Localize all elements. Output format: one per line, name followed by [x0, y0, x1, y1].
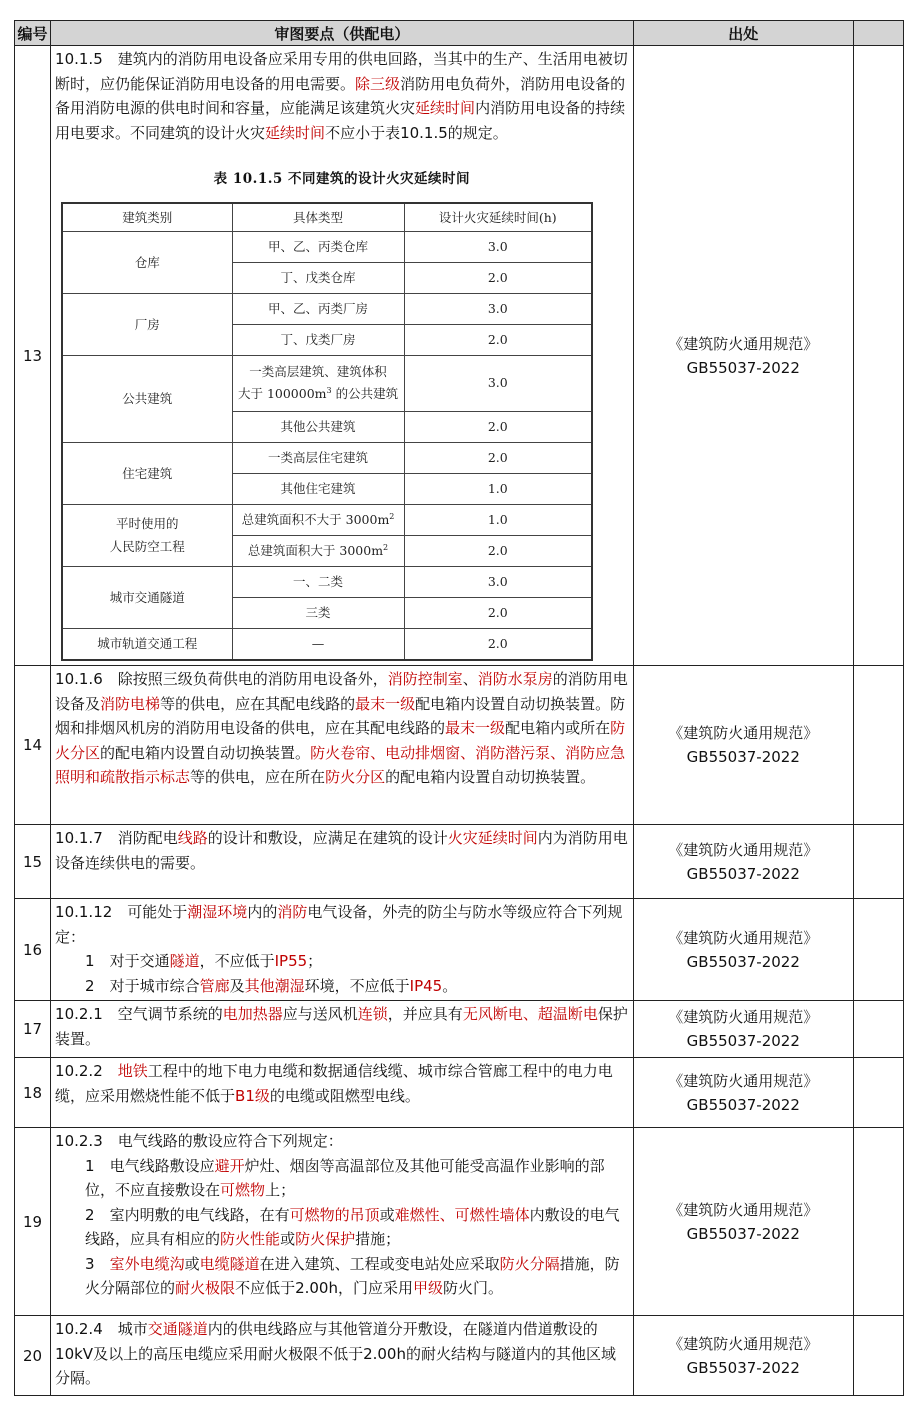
type-cell — [232, 355, 404, 411]
highlighted-term: 最末一级 — [445, 719, 506, 737]
highlighted-term: 延续时间 — [265, 123, 326, 142]
clause-text — [55, 47, 629, 145]
text-run: 电气设备，外壳的防尘与防水等级应符合下列规定： — [55, 903, 623, 946]
text-run: 在进入建筑、工程或变电站处应采取 — [259, 1254, 500, 1273]
text-run: ，不应低于 — [199, 952, 275, 970]
highlighted-term: 防火性能 — [220, 1230, 281, 1248]
source-standard-name: 《建筑防火通用规范》 — [668, 724, 819, 742]
source-standard-name: 《建筑防火通用规范》 — [668, 928, 819, 947]
row-source — [633, 899, 853, 1001]
time-cell: 3.0 — [404, 566, 592, 597]
type-cell: 甲、乙、丙类仓库 — [232, 231, 404, 262]
row-number: 17 — [15, 1001, 51, 1058]
time-cell: 2.0 — [404, 535, 592, 566]
row-extra — [853, 1058, 903, 1128]
clause-item — [55, 1203, 629, 1252]
category-cell: 城市交通隧道 — [62, 566, 232, 628]
type-cell: 其他公共建筑 — [232, 411, 404, 442]
text-run: 措施； — [355, 1230, 401, 1248]
text-run: 内消防用电设备的持续用电要求。不同建筑的设计火灾 — [55, 99, 626, 142]
text-run: 或 — [184, 1254, 200, 1273]
text-run: 的电缆或阻燃型电线。 — [269, 1086, 420, 1105]
table-row — [15, 825, 904, 899]
highlighted-term: 除三级 — [355, 74, 401, 93]
text-run: 的设计和敷设，应满足在建筑的设计 — [207, 829, 448, 847]
header-content: 审图要点（供配电） — [51, 21, 634, 46]
type-cell — [232, 535, 404, 566]
text-run: 或 — [379, 1205, 395, 1224]
highlighted-term: 电加热器 — [222, 1005, 283, 1023]
source-standard-name: 《建筑防火通用规范》 — [668, 334, 819, 353]
row-content — [51, 1128, 634, 1316]
text-run: 10.2.2 — [55, 1062, 118, 1080]
row-number: 15 — [15, 825, 51, 899]
type-cell: 一类高层住宅建筑 — [232, 442, 404, 473]
inner-header: 设计火灾延续时间(h) — [404, 203, 592, 232]
table-header-row — [15, 21, 904, 46]
highlighted-term: 室外电缆沟 — [109, 1254, 185, 1273]
row-number: 18 — [15, 1058, 51, 1128]
unit-superscript: 3 — [326, 385, 332, 395]
table-row — [15, 1128, 904, 1316]
row-extra — [853, 1128, 903, 1316]
text-run: 等的供电，应在所在 — [190, 768, 326, 786]
clause-item — [55, 949, 629, 974]
source-standard-code: GB55037-2022 — [686, 864, 800, 883]
type-line: 一类高层建筑、建筑体积 — [249, 364, 387, 379]
fire-duration-table — [61, 202, 593, 661]
clause-item — [55, 1252, 629, 1301]
table-row — [15, 1316, 904, 1396]
text-run: 、 — [462, 670, 478, 688]
time-cell: 2.0 — [404, 411, 592, 442]
text-run: 10.1.12 可能处于 — [55, 903, 188, 921]
highlighted-term: 防火卷帘、电动排烟窗、消防潜污泵、消防应急照明和疏散指示标志 — [55, 743, 626, 786]
text-run: 的配电箱内设置自动切换装置。 — [385, 768, 596, 786]
table-row — [15, 1058, 904, 1128]
highlighted-term: 隧道 — [169, 952, 200, 970]
source-standard-name: 《建筑防火通用规范》 — [668, 1008, 819, 1026]
text-run: 10.1.6 除按照三级负荷供电的消防用电设备外， — [55, 670, 388, 688]
highlighted-term: 管廊 — [199, 976, 230, 995]
time-cell: 1.0 — [404, 473, 592, 504]
highlighted-term: 交通隧道 — [147, 1320, 208, 1338]
clause-item — [55, 974, 629, 999]
highlighted-term: 耐火极限 — [175, 1279, 236, 1297]
row-content — [51, 666, 634, 825]
clause-item — [55, 1154, 629, 1203]
type-cell: — — [232, 628, 404, 660]
text-run: 的消防用电设备及 — [55, 670, 628, 713]
clause-text — [55, 1002, 629, 1051]
header-source: 出处 — [633, 21, 853, 46]
text-run: 等的供电，应在其配电线路的 — [160, 694, 356, 713]
type-cell: 甲、乙、丙类厂房 — [232, 293, 404, 324]
type-cell — [232, 504, 404, 535]
text-run: 环境，不应低于 — [304, 976, 410, 995]
text-run: 3 — [85, 1254, 110, 1273]
highlighted-term: 可燃物的吊顶 — [289, 1205, 380, 1224]
row-content — [51, 1058, 634, 1128]
highlighted-term: IP45 — [409, 976, 443, 995]
row-source — [633, 46, 853, 666]
time-cell: 2.0 — [404, 324, 592, 355]
text-run: 内的 — [247, 903, 278, 921]
text-run: 炉灶、烟囱等高温部位及其他可能受高温作业影响的部位，不应直接敷设在 — [85, 1156, 605, 1199]
source-standard-code: GB55037-2022 — [686, 1032, 800, 1050]
inner-header: 建筑类别 — [62, 203, 232, 232]
highlighted-term: 地铁 — [117, 1062, 148, 1080]
type-cell: 其他住宅建筑 — [232, 473, 404, 504]
row-source — [633, 1001, 853, 1058]
row-content — [51, 899, 634, 1001]
row-content — [51, 46, 634, 666]
row-extra — [853, 1316, 903, 1396]
source-standard-code: GB55037-2022 — [686, 1095, 800, 1114]
highlighted-term: 最末一级 — [355, 694, 416, 713]
text-run: 内敷设的电气线路，应具有相应的 — [85, 1205, 620, 1248]
time-cell: 2.0 — [404, 628, 592, 660]
text-run: ； — [307, 952, 323, 970]
text-run: 或 — [280, 1230, 296, 1248]
text-run: 的配电箱内设置自动切换装置。 — [100, 743, 311, 762]
source-standard-code: GB55037-2022 — [686, 952, 800, 971]
highlighted-term: 连锁 — [357, 1005, 388, 1023]
category-cell: 厂房 — [62, 293, 232, 355]
row-content — [51, 1316, 634, 1396]
row-source — [633, 666, 853, 825]
text-run: 2 对于城市综合 — [85, 976, 200, 995]
clause-text — [55, 826, 629, 875]
text-run: 10.2.1 空气调节系统的 — [55, 1005, 223, 1023]
highlighted-term: 难燃性、可燃性墙体 — [394, 1205, 530, 1224]
type-text: 总建筑面积不大于 3000m — [241, 512, 390, 527]
row-number: 20 — [15, 1316, 51, 1396]
table-row — [15, 899, 904, 1001]
highlighted-term: B1级 — [235, 1086, 270, 1105]
time-cell: 2.0 — [404, 262, 592, 293]
row-number: 14 — [15, 666, 51, 825]
text-run: 10.1.5 建筑内的消防用电设备应采用专用的供电回路，当其中的生产、生活用电被切断时，应仍能保证消防用电设备的用电需要。 — [55, 50, 628, 93]
text-run: 配电箱内或所在 — [505, 719, 611, 737]
text-run: 上； — [265, 1181, 296, 1199]
source-standard-name: 《建筑防火通用规范》 — [668, 1200, 819, 1219]
row-source — [633, 825, 853, 899]
highlighted-term: 延续时间 — [415, 99, 476, 117]
row-content — [51, 1001, 634, 1058]
category-cell: 公共建筑 — [62, 355, 232, 442]
category-cell: 住宅建筑 — [62, 442, 232, 504]
highlighted-term: 防火分隔 — [499, 1254, 560, 1273]
review-table — [14, 20, 904, 1396]
row-source — [633, 1058, 853, 1128]
category-line: 人民防空工程 — [109, 539, 185, 554]
text-run: 10.2.4 城市 — [55, 1320, 148, 1338]
row-extra — [853, 1001, 903, 1058]
clause-text — [55, 900, 629, 949]
row-extra — [853, 46, 903, 666]
time-cell: 2.0 — [404, 442, 592, 473]
header-extra — [853, 21, 903, 46]
source-standard-code: GB55037-2022 — [686, 1358, 800, 1377]
category-cell: 城市轨道交通工程 — [62, 628, 232, 660]
highlighted-term: 防火分区 — [55, 719, 626, 762]
time-cell: 3.0 — [404, 231, 592, 262]
table-row — [15, 666, 904, 825]
type-text: 总建筑面积大于 3000m — [247, 543, 384, 558]
inner-table-title: 表 10.1.5 不同建筑的设计火灾延续时间 — [213, 171, 471, 187]
text-run: 应与送风机 — [282, 1005, 358, 1023]
category-cell: 仓库 — [62, 231, 232, 293]
text-run: 1 电气线路敷设应 — [85, 1156, 215, 1175]
highlighted-term: 电缆隧道 — [199, 1254, 260, 1273]
time-cell: 3.0 — [404, 355, 592, 411]
text-run: 及 — [229, 976, 245, 995]
highlighted-term: 甲级 — [412, 1279, 443, 1297]
highlighted-term: 消防控制室 — [387, 670, 463, 688]
row-number: 13 — [15, 46, 51, 666]
source-standard-name: 《建筑防火通用规范》 — [668, 1334, 819, 1353]
header-no: 编号 — [15, 21, 51, 46]
clause-text — [55, 667, 629, 790]
highlighted-term: 火灾延续时间 — [447, 829, 538, 847]
unit-superscript: 2 — [383, 542, 389, 552]
inner-header: 具体类型 — [232, 203, 404, 232]
row-extra — [853, 825, 903, 899]
text-run: 不应低于2.00h，门应采用 — [235, 1279, 413, 1297]
text-run: 工程中的地下电力电缆和数据通信线缆、城市综合管廊工程中的电力电缆，应采用燃烧性能不低于 — [55, 1062, 613, 1105]
text-run: 不应小于表10.1.5的规定。 — [325, 123, 508, 142]
text-run: 10.2.3 电气线路的敷设应符合下列规定： — [55, 1132, 343, 1150]
text-run: 2 室内明敷的电气线路，在有 — [85, 1205, 290, 1224]
text-run: 措施，防火分隔部位的 — [85, 1254, 620, 1297]
clause-text — [55, 1317, 629, 1391]
row-number: 19 — [15, 1128, 51, 1316]
row-source — [633, 1316, 853, 1396]
text-run: 防火门。 — [442, 1279, 503, 1297]
type-cell: 丁、戊类厂房 — [232, 324, 404, 355]
row-extra — [853, 899, 903, 1001]
category-cell — [62, 504, 232, 566]
highlighted-term: 无风断电、超温断电 — [462, 1005, 598, 1023]
time-cell: 3.0 — [404, 293, 592, 324]
highlighted-term: 消防 — [277, 903, 308, 921]
text-run: 10.1.7 消防配电 — [55, 829, 178, 847]
text-run: 内的供电线路应与其他管道分开敷设，在隧道内借道敷设的10kV及以上的高压电缆应采用耐火极限不低于2.00h的耐火结构与隧道内的其他区域分隔。 — [55, 1320, 616, 1387]
highlighted-term: 潮湿环境 — [187, 903, 248, 921]
highlighted-term: 线路 — [177, 829, 208, 847]
source-standard-code: GB55037-2022 — [686, 748, 800, 766]
source-standard-code: GB55037-2022 — [686, 358, 800, 377]
row-number: 16 — [15, 899, 51, 1001]
clause-text — [55, 1059, 629, 1108]
table-row — [15, 1001, 904, 1058]
text-run: 。 — [442, 976, 458, 995]
row-content — [51, 825, 634, 899]
time-cell: 1.0 — [404, 504, 592, 535]
highlighted-term: 可燃物 — [220, 1181, 266, 1199]
category-line: 平时使用的 — [116, 516, 179, 531]
source-standard-name: 《建筑防火通用规范》 — [668, 1071, 819, 1090]
unit-superscript: 2 — [389, 511, 395, 521]
type-cell: 一、二类 — [232, 566, 404, 597]
highlighted-term: IP55 — [274, 952, 308, 970]
source-standard-name: 《建筑防火通用规范》 — [668, 840, 819, 859]
highlighted-term: 消防水泵房 — [477, 670, 553, 688]
row-source — [633, 1128, 853, 1316]
table-row — [15, 46, 904, 666]
type-line: 大于 100000m — [237, 386, 327, 401]
clause-text — [55, 1129, 629, 1154]
type-cell: 丁、戊类仓库 — [232, 262, 404, 293]
time-cell: 2.0 — [404, 597, 592, 628]
row-extra — [853, 666, 903, 825]
text-run: 内为消防用电设备连续供电的需要。 — [55, 829, 628, 872]
highlighted-term: 其他潮湿 — [244, 976, 305, 995]
highlighted-term: 防火保护 — [295, 1230, 356, 1248]
text-run: 保护装置。 — [55, 1005, 628, 1048]
type-line: 的公共建筑 — [331, 386, 399, 401]
highlighted-term: 避开 — [214, 1156, 245, 1175]
type-cell: 三类 — [232, 597, 404, 628]
source-standard-code: GB55037-2022 — [686, 1224, 800, 1243]
text-run: 消防用电负荷外，消防用电设备的备用消防电源的供电时间和容量，应能满足该建筑火灾 — [55, 74, 626, 117]
highlighted-term: 消防电梯 — [100, 694, 161, 713]
highlighted-term: 防火分区 — [325, 768, 386, 786]
text-run: 配电箱内设置自动切换装置。防烟和排烟风机房的消防用电设备的供电，应在其配电线路的 — [55, 694, 626, 737]
text-run: 1 对于交通 — [85, 952, 170, 970]
text-run: ，并应具有 — [387, 1005, 463, 1023]
